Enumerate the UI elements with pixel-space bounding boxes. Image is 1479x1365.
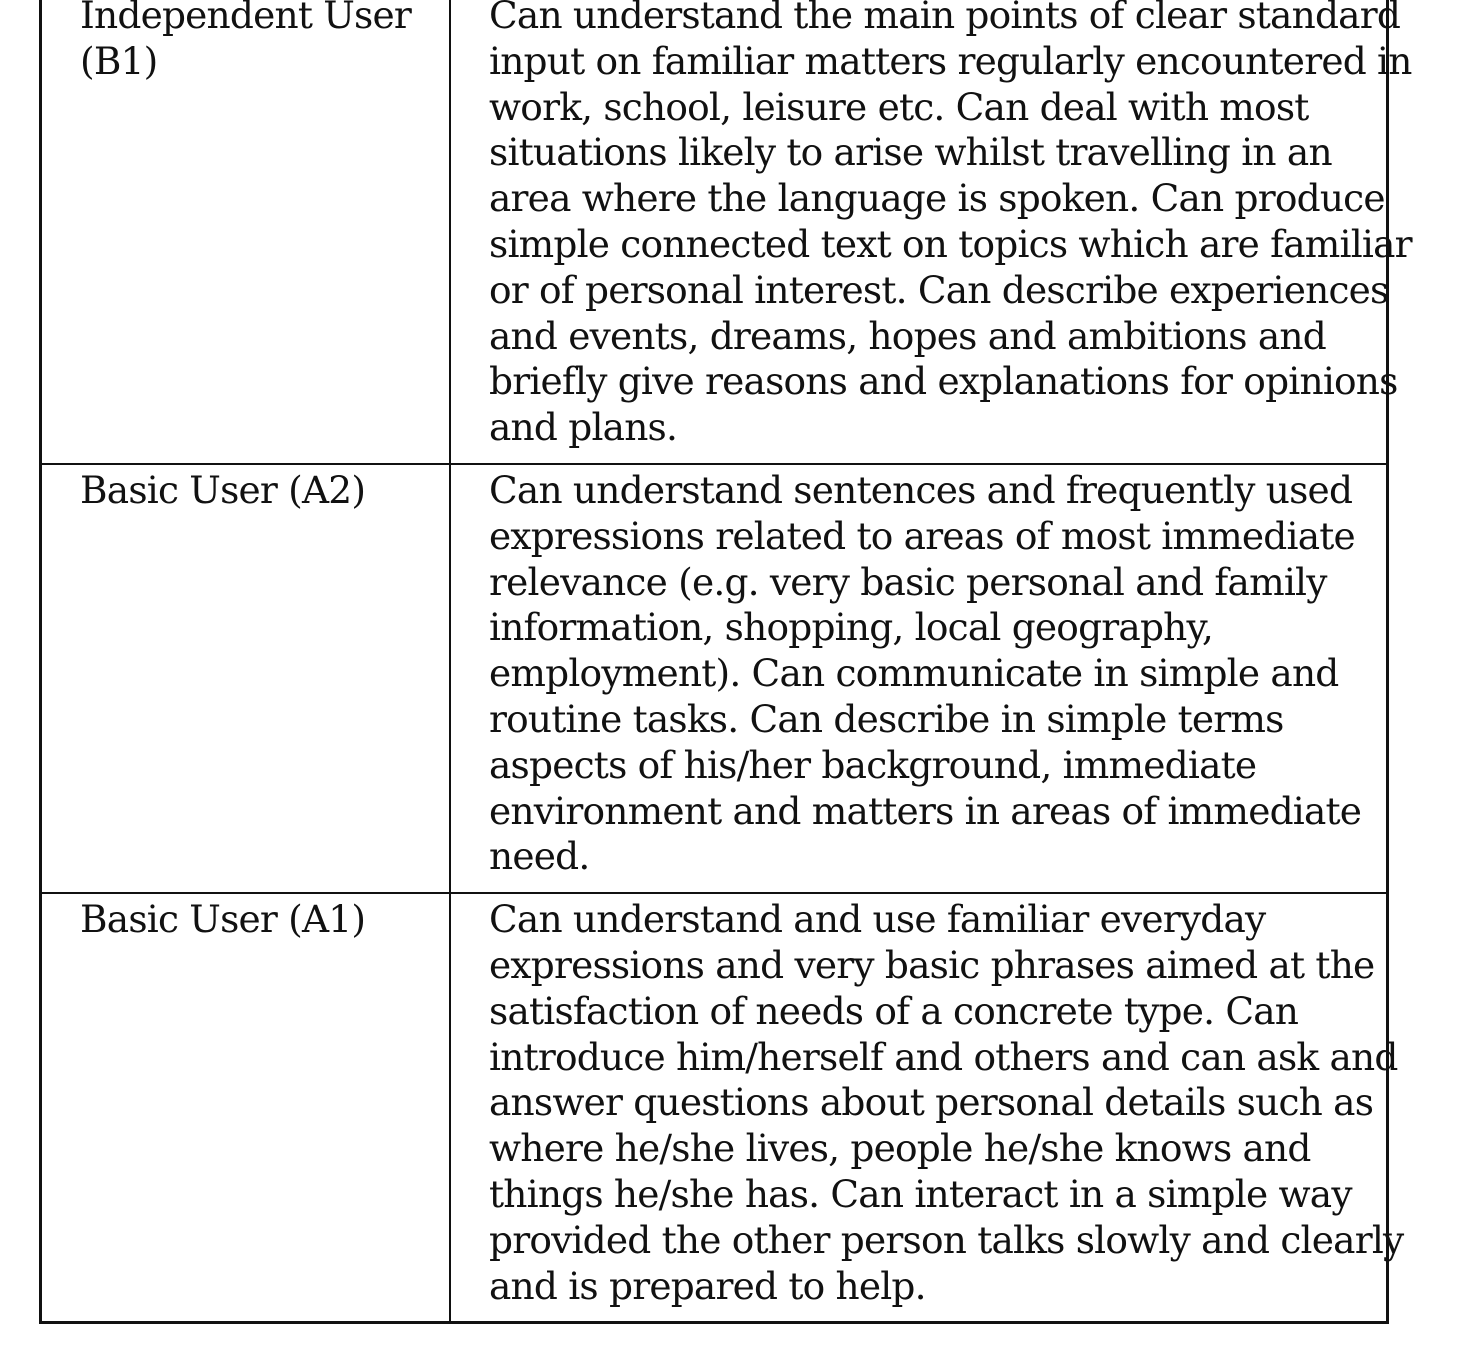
description-line: introduce him/herself and others and can ask and bbox=[489, 1034, 1398, 1079]
level-cell bbox=[42, 894, 451, 1321]
level-label-line: Independent User bbox=[80, 0, 412, 37]
description-line: relevance (e.g. very basic personal and family bbox=[489, 559, 1327, 604]
description-line: work, school, leisure etc. Can deal with most bbox=[489, 84, 1309, 129]
description-line: satisfaction of needs of a concrete type. Can bbox=[489, 988, 1299, 1033]
description-line: area where the language is spoken. Can produce bbox=[489, 176, 1385, 221]
description-line: and plans. bbox=[489, 405, 678, 450]
description-line: Can understand sentences and frequently used bbox=[489, 467, 1353, 512]
description-cell bbox=[451, 894, 1431, 1321]
level-label-line: Basic User (A1) bbox=[80, 897, 366, 942]
description-cell bbox=[451, 465, 1389, 892]
level-label-line: (B1) bbox=[80, 38, 158, 83]
level-cell bbox=[42, 0, 451, 463]
description-line: simple connected text on topics which are familiar bbox=[489, 221, 1412, 266]
description-line: aspects of his/her background, immediate bbox=[489, 742, 1257, 787]
description-line: input on familiar matters regularly encountered in bbox=[489, 38, 1412, 83]
level-label bbox=[80, 468, 449, 514]
description-line: briefly give reasons and explanations for opinions bbox=[489, 359, 1398, 404]
description-line: routine tasks. Can describe in simple terms bbox=[489, 696, 1284, 741]
description-line: situations likely to arise whilst travelling in an bbox=[489, 130, 1332, 175]
table-row bbox=[42, 463, 1386, 892]
description-line: and is prepared to help. bbox=[489, 1263, 926, 1308]
description-line: Can understand the main points of clear standard bbox=[489, 0, 1401, 37]
level-label-line: Basic User (A2) bbox=[80, 467, 366, 512]
description-line: things he/she has. Can interact in a simple way bbox=[489, 1171, 1352, 1216]
description-line: need. bbox=[489, 834, 590, 879]
description-line: Can understand and use familiar everyday bbox=[489, 897, 1266, 942]
proficiency-table bbox=[39, 0, 1412, 1324]
description-line: information, shopping, local geography, bbox=[489, 605, 1214, 650]
description-line: provided the other person talks slowly and clearly bbox=[489, 1217, 1404, 1262]
description-line: or of personal interest. Can describe experiences bbox=[489, 267, 1389, 312]
level-cell bbox=[42, 465, 451, 892]
level-description bbox=[489, 897, 1403, 1309]
description-line: answer questions about personal details such as bbox=[489, 1080, 1374, 1125]
level-description bbox=[489, 0, 1412, 451]
description-line: where he/she lives, people he/she knows and bbox=[489, 1126, 1311, 1171]
level-label bbox=[80, 0, 449, 85]
table-row bbox=[42, 0, 1412, 463]
level-label bbox=[80, 897, 449, 943]
description-line: expressions related to areas of most immediate bbox=[489, 513, 1355, 558]
description-line: expressions and very basic phrases aimed at the bbox=[489, 942, 1375, 987]
description-line: environment and matters in areas of immediate bbox=[489, 788, 1362, 833]
level-description bbox=[489, 468, 1361, 880]
description-line: and events, dreams, hopes and ambitions and bbox=[489, 313, 1326, 358]
description-cell bbox=[451, 0, 1440, 463]
table-row bbox=[42, 892, 1404, 1321]
description-line: employment). Can communicate in simple and bbox=[489, 651, 1339, 696]
